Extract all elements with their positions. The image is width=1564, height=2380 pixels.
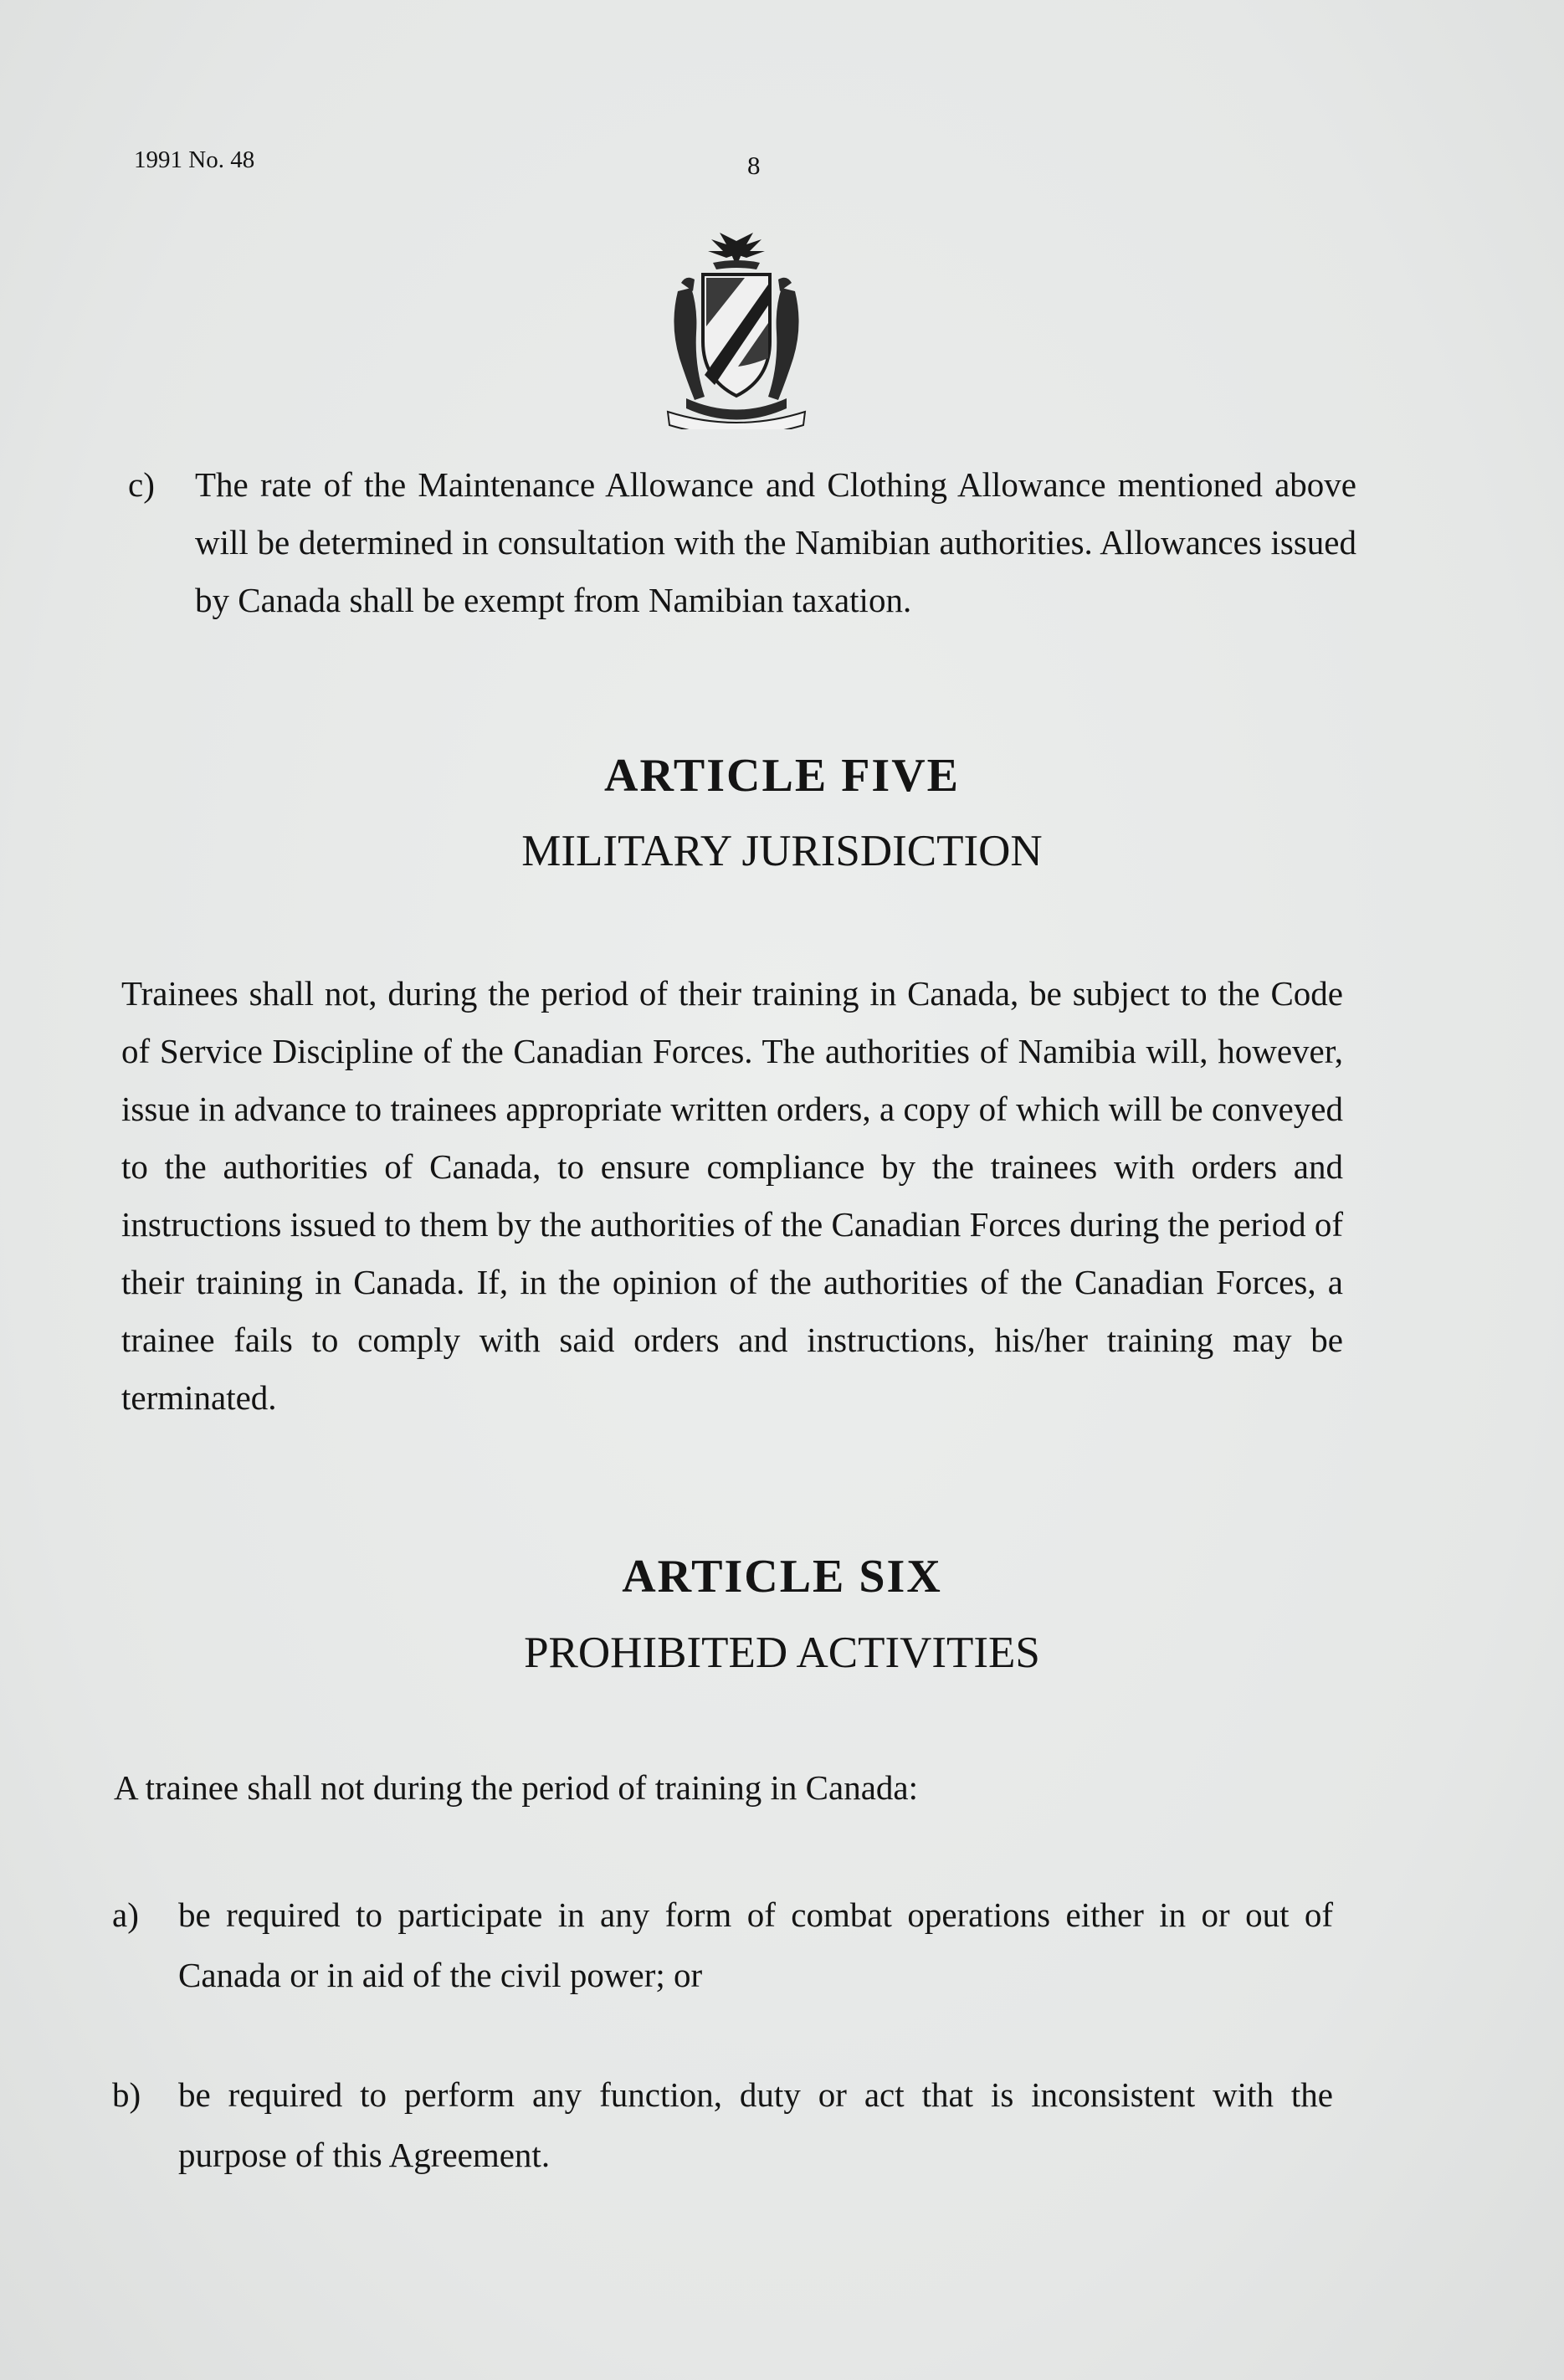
article-six-title: ARTICLE SIX [622, 1551, 942, 1603]
list-item: be required to participate in any form of combat operations either in or out of Canada or in aid of the civil power; or [178, 1895, 1333, 1994]
allowance-rate-paragraph: The rate of the Maintenance Allowance and Clothing Allowance mentioned above will be determined in consultation with the Namibian authorities. Allowances issued by Canada shall be exempt from Namibian taxation. [195, 465, 1356, 619]
item-label: b) [112, 2075, 141, 2114]
document-reference: 1991 No. 48 [134, 146, 255, 173]
list-item: be required to perform any function, duty or act that is inconsistent with the purpose of this Agreement. [178, 2075, 1333, 2174]
item-label: a) [112, 1895, 139, 1934]
page-number: 8 [747, 151, 761, 180]
article-five-subtitle: MILITARY JURISDICTION [521, 827, 1043, 875]
article-five-title: ARTICLE FIVE [604, 750, 960, 802]
prohibited-activities-intro: A trainee shall not during the period of training in Canada: [114, 1768, 918, 1807]
coat-of-arms-icon [661, 233, 812, 429]
military-jurisdiction-paragraph: Trainees shall not, during the period of their training in Canada, be subject to the Code of Service Discipline of the Canadian Forces. The authorities of Namibia will, however, issue in advance to trainees appropriate written orders, a copy of which will be conveyed to the authorities of Canada, to ensure compliance by the trainees with orders and instructions issued to them by the authorities of the Canadian Forces during the period of their training in Canada. If, in the opinion of the authorities of the Canadian Forces, a trainee fails to comply with said orders and instructions, his/her training may be terminated. [121, 974, 1343, 1417]
article-six-subtitle: PROHIBITED ACTIVITIES [524, 1629, 1040, 1677]
item-label: c) [128, 465, 155, 504]
